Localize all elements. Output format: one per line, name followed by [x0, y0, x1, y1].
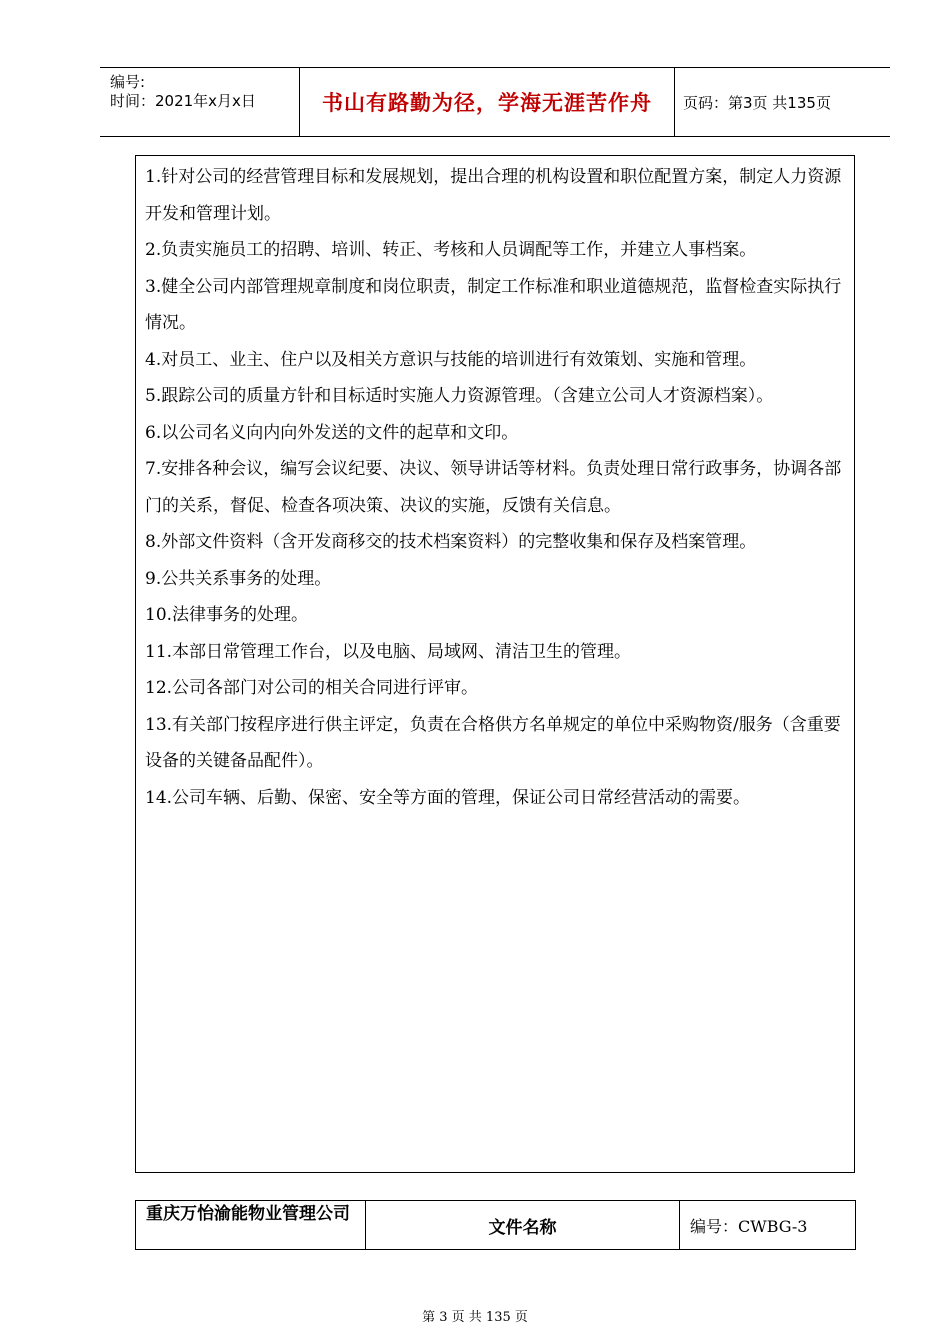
duty-item: 2.负责实施员工的招聘、培训、转正、考核和人员调配等工作，并建立人事档案。 [145, 240, 757, 260]
duty-item: 8.外部文件资料（含开发商移交的技术档案资料）的完整收集和保存及档案管理。 [145, 532, 757, 552]
duty-item: 3.健全公司内部管理规章制度和岗位职责，制定工作标准和职业道德规范，监督检查实际执行情况。 [145, 276, 842, 333]
duty-item: 5.跟踪公司的质量方针和目标适时实施人力资源管理。（含建立公司人才资源档案）。 [145, 386, 774, 406]
duties-list [145, 159, 850, 816]
doc-name-label: 文件名称 [366, 1201, 680, 1249]
page-header [100, 67, 890, 137]
doc-code: 编号：CWBG-3 [690, 1216, 808, 1236]
header-meta [100, 68, 300, 136]
duty-item: 12.公司各部门对公司的相关合同进行评审。 [145, 678, 479, 698]
company-name: 重庆万怡渝能物业管理公司 [136, 1201, 366, 1249]
document-info-table [135, 1200, 856, 1250]
duty-item: 6.以公司名义向内向外发送的文件的起草和文印。 [145, 422, 519, 443]
duty-item: 11.本部日常管理工作台，以及电脑、局域网、清洁卫生的管理。 [145, 641, 632, 662]
duty-item: 1.针对公司的经营管理目标和发展规划，提出合理的机构设置和职位配置方案，制定人力资源开发和管理计划。 [145, 167, 842, 224]
header-page-label: 页码：第3页 共135页 [683, 93, 831, 112]
header-time-label: 时间：2021年x月x日 [110, 92, 256, 110]
duty-item: 14.公司车辆、后勤、保密、安全等方面的管理，保证公司日常经营活动的需要。 [145, 787, 751, 808]
duty-item: 4.对员工、业主、住户以及相关方意识与技能的培训进行有效策划、实施和管理。 [145, 349, 757, 370]
header-number-label: 编号: [110, 73, 146, 91]
duty-item: 9.公共关系事务的处理。 [145, 568, 332, 589]
duties-box [135, 155, 855, 1173]
duty-item: 13.有关部门按程序进行供主评定，负责在合格供方名单规定的单位中采购物资/服务（含重要设备的关键备品配件）。 [145, 714, 841, 771]
duty-item: 7.安排各种会议，编写会议纪要、决议、领导讲话等材料。负责处理日常行政事务，协调各部门的关系，督促、检查各项决策、决议的实施，反馈有关信息。 [145, 459, 842, 516]
header-motto: 书山有路勤为径，学海无涯苦作舟 [300, 68, 675, 136]
duty-item: 10.法律事务的处理。 [145, 605, 309, 625]
page-number: 第 3 页 共 135 页 [422, 1310, 528, 1325]
